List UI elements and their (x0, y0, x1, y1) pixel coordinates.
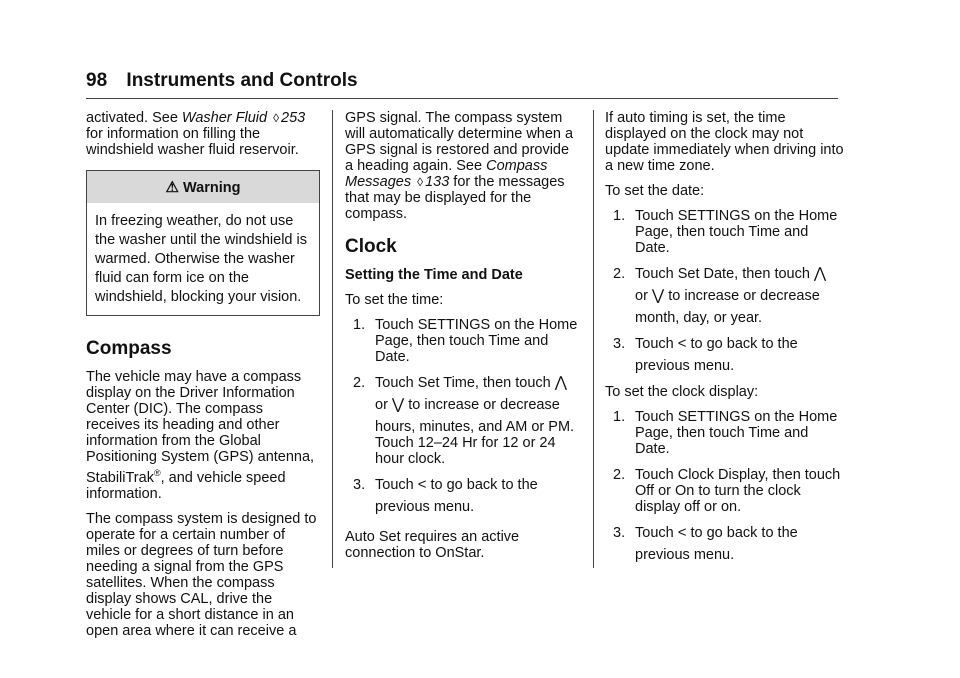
set-display-intro: To set the clock display: (605, 384, 759, 400)
warning-box (86, 170, 320, 316)
step-item: 2. Touch Clock Display, then touch Off or On to turn the clock display off or on. (613, 467, 841, 515)
back-chevron-icon: < (417, 476, 427, 493)
clock-heading: Clock (345, 236, 397, 257)
compass-paragraph-2: The compass system is designed to operate for a certain number of miles or degrees of turn before needing a signal from the GPS satellites. When the compass display shows CAL, drive the vehicle for a short distance in an open area where it can receive a (86, 510, 317, 639)
back-chevron-icon: < (677, 524, 687, 541)
page-number: 98 (86, 70, 108, 91)
auto-timing-paragraph: If auto timing is set, the time displayed on the clock may not update immediately when driving into a new time zone. (605, 110, 844, 174)
step-item: 1. Touch SETTINGS on the Home Page, then touch Time and Date. (353, 317, 578, 365)
auto-set-paragraph: Auto Set requires an active connection to OnStar. (345, 529, 520, 561)
gps-paragraph: GPS signal. The compass system will automatically determine when a GPS signal is restored and provide a heading again. See Compass Messages ◊ 133 for the messages that may be displayed for the compass. (345, 110, 574, 222)
washer-fluid-link[interactable]: Washer Fluid (181, 110, 268, 126)
step-item: 3. Touch < to go back to the previous menu. (353, 476, 538, 515)
down-chevron-icon: ⋁ (651, 287, 665, 304)
page-ref[interactable]: 253 (281, 110, 306, 126)
back-chevron-icon: < (677, 335, 687, 352)
column-1 (86, 110, 320, 648)
intro-paragraph: activated. See Washer Fluid ◊ 253 for information on filling the windshield washer fluid reservoir. (86, 110, 306, 158)
page-ref[interactable]: 133 (425, 174, 450, 190)
column-divider (332, 110, 333, 568)
page-header (86, 70, 358, 92)
step-item: 1. Touch SETTINGS on the Home Page, then touch Time and Date. (613, 208, 838, 256)
step-item: 3. Touch < to go back to the previous menu. (613, 335, 798, 374)
compass-paragraph: The vehicle may have a compass display on the Driver Information Center (DIC). The compass receives its heading and other information from the Global Positioning System (GPS) antenna, StabiliTrak®, and vehicle speed information. (86, 369, 315, 502)
step-item: 2. Touch Set Time, then touch ⋀ or ⋁ to increase or decrease hours, minutes, and AM or PM. Touch 12–24 Hr for 12 or 24 hour clock. (353, 374, 575, 467)
column-divider (593, 110, 594, 568)
up-chevron-icon: ⋀ (813, 265, 827, 282)
page-ref-icon: ◊ (273, 111, 280, 125)
down-chevron-icon: ⋁ (391, 396, 405, 413)
warning-triangle-icon: ⚠ (165, 179, 179, 196)
column-2 (345, 110, 581, 570)
page-ref-icon: ◊ (417, 175, 424, 189)
step-item: 1. Touch SETTINGS on the Home Page, then touch Time and Date. (613, 409, 838, 457)
compass-heading: Compass (86, 338, 172, 359)
step-item: 2. Touch Set Date, then touch ⋀ or ⋁ to increase or decrease month, day, or year. (613, 265, 827, 326)
warning-body: In freezing weather, do not use the washer until the windshield is warmed. Otherwise the washer fluid can form ice on the windshield, blocking your vision. (95, 213, 307, 305)
set-time-intro: To set the time: (345, 292, 444, 308)
step-item: 3. Touch < to go back to the previous menu. (613, 524, 798, 563)
up-chevron-icon: ⋀ (554, 374, 568, 391)
section-title: Instruments and Controls (126, 70, 358, 91)
column-3 (605, 110, 845, 573)
compass-messages-link[interactable]: Compass Messages (345, 158, 548, 190)
warning-title: ⚠ Warning (87, 171, 319, 203)
header-rule (86, 98, 838, 99)
time-subheading: Setting the Time and Date (345, 267, 523, 283)
set-date-intro: To set the date: (605, 183, 705, 199)
